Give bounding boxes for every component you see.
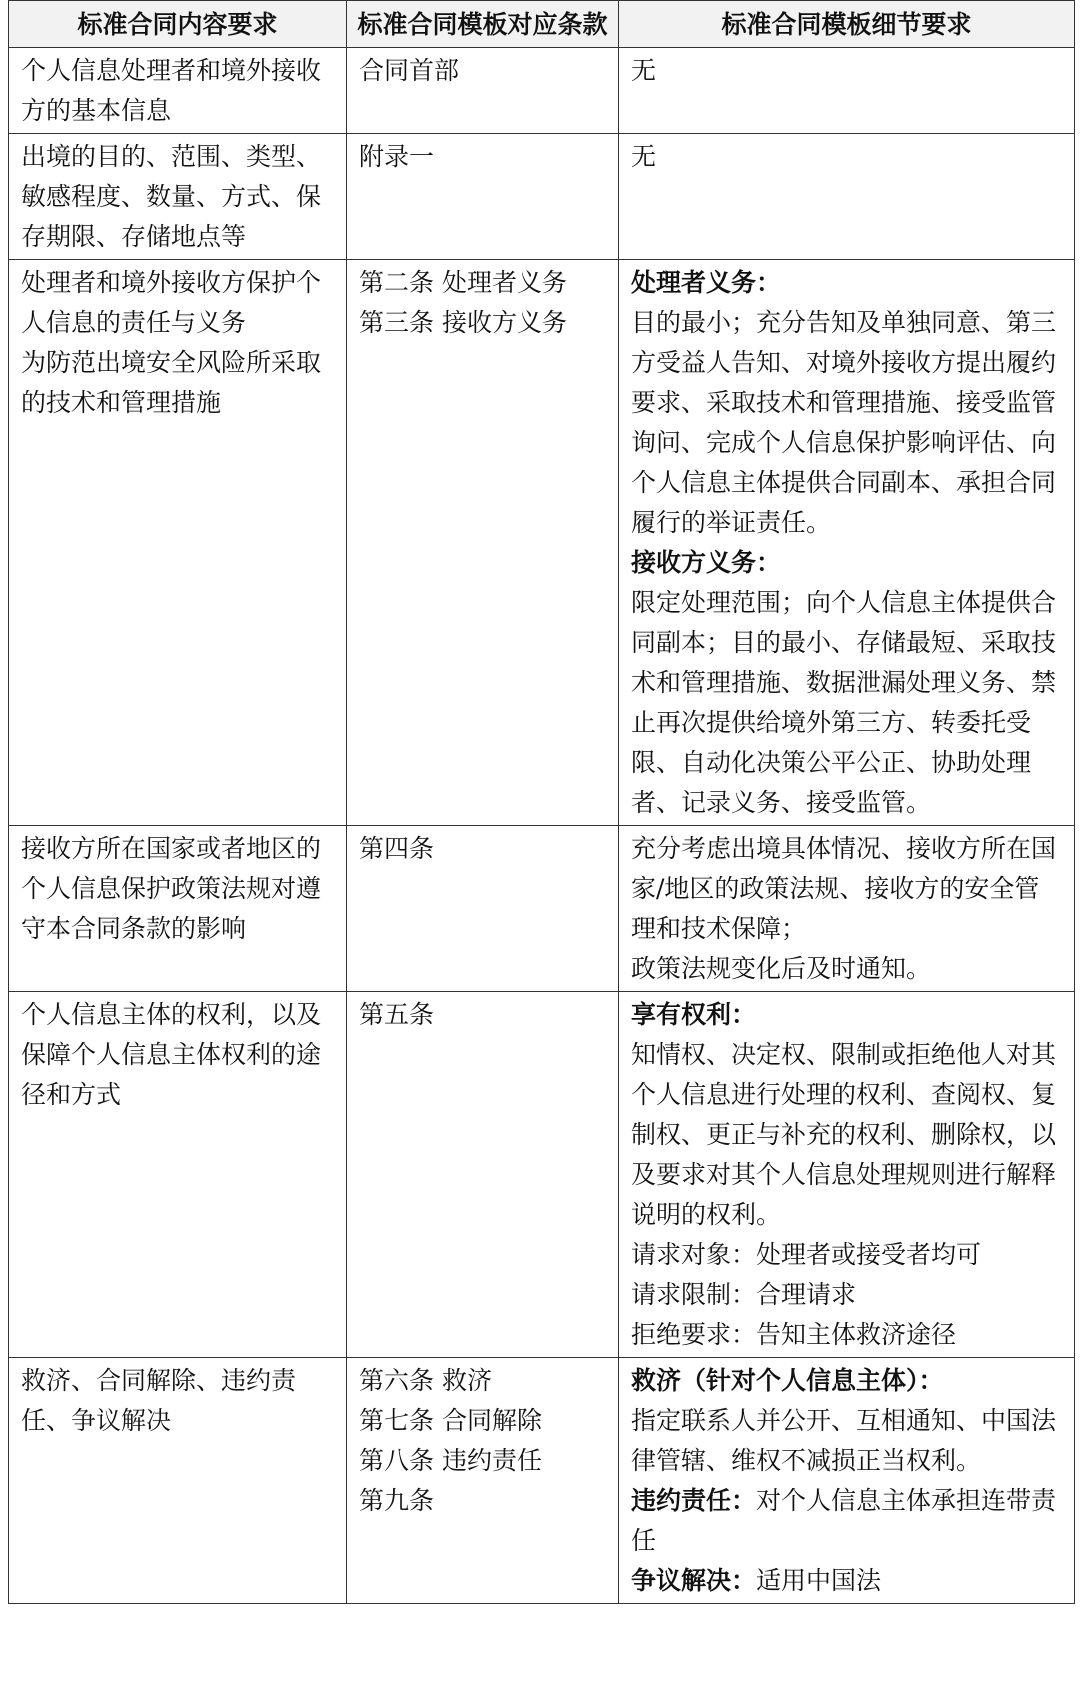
clause-line: 第七条 合同解除	[359, 1406, 542, 1435]
clause-line: 第八条 违约责任	[359, 1446, 542, 1475]
cell-template-clause	[347, 260, 619, 826]
cell-template-clause	[347, 826, 619, 992]
detail-paragraph	[631, 829, 1064, 949]
requirement-text: 接收方所在国家或者地区的个人信息保护政策法规对遵守本合同条款的影响	[21, 834, 322, 943]
detail-text: 指定联系人并公开、互相通知、中国法律管辖、维权不减损正当权利。	[631, 1406, 1057, 1475]
detail-text: 知情权、决定权、限制或拒绝他人对其个人信息进行处理的权利、查阅权、复制权、更正与补充的权利、删除权，以及要求对其个人信息处理规则进行解释说明的权利。	[631, 1040, 1057, 1229]
detail-text: 目的最小；充分告知及单独同意、第三方受益人告知、对境外接收方提出履约要求、采取技术和管理措施、接受监管询问、完成个人信息保护影响评估、向个人信息主体提供合同副本、承担合同履行的举证责任。	[631, 308, 1057, 537]
clause-line: 合同首部	[359, 56, 460, 85]
detail-text: 政策法规变化后及时通知。	[631, 954, 932, 983]
cell-template-detail	[619, 992, 1075, 1358]
detail-heading: 享有权利：	[631, 1000, 757, 1029]
header-content-requirements: 标准合同内容要求	[9, 1, 347, 48]
header-template-clauses: 标准合同模板对应条款	[347, 1, 619, 48]
detail-paragraph	[631, 995, 1064, 1035]
requirement-line: 为防范出境安全风险所采取的技术和管理措施	[21, 348, 322, 417]
header-row	[9, 1, 1075, 48]
table-row	[9, 1358, 1075, 1604]
requirement-text: 出境的目的、范围、类型、敏感程度、数量、方式、保存期限、存储地点等	[21, 142, 322, 251]
clause-line: 附录一	[359, 142, 435, 171]
detail-text: 对个人信息主体承担连带责任	[631, 1486, 1057, 1555]
cell-template-detail	[619, 826, 1075, 992]
cell-content-requirement	[9, 1358, 347, 1604]
requirement-text: 救济、合同解除、违约责任、争议解决	[21, 1366, 297, 1435]
table-row	[9, 260, 1075, 826]
detail-text: 无	[631, 56, 657, 85]
detail-text: 请求对象：处理者或接受者均可	[631, 1240, 982, 1269]
requirement-line: 处理者和境外接收方保护个人信息的责任与义务	[21, 268, 322, 337]
detail-text: 适用中国法	[756, 1566, 882, 1595]
clause-line: 第九条	[359, 1486, 435, 1515]
table-row	[9, 48, 1075, 134]
detail-text: 限定处理范围；向个人信息主体提供合同副本；目的最小、存储最短、采取技术和管理措施、数据泄漏处理义务、禁止再次提供给境外第三方、转委托受限、自动化决策公平公正、协助处理者、记录义务、接受监管。	[631, 588, 1057, 817]
detail-paragraph	[631, 303, 1064, 543]
cell-template-detail	[619, 1358, 1075, 1604]
cell-content-requirement	[9, 48, 347, 134]
detail-paragraph	[631, 949, 1064, 989]
detail-paragraph	[631, 543, 1064, 583]
detail-heading: 接收方义务：	[631, 548, 782, 577]
cell-content-requirement	[9, 134, 347, 260]
cell-template-detail	[619, 260, 1075, 826]
cell-template-detail	[619, 48, 1075, 134]
detail-paragraph	[631, 583, 1064, 823]
detail-paragraph	[631, 137, 1064, 177]
cell-template-detail	[619, 134, 1075, 260]
detail-paragraph	[631, 1561, 1064, 1601]
detail-text: 请求限制：合理请求	[631, 1280, 857, 1309]
detail-paragraph	[631, 1235, 1064, 1275]
cell-content-requirement	[9, 260, 347, 826]
clause-line: 第五条	[359, 1000, 435, 1029]
detail-paragraph	[631, 1481, 1064, 1561]
detail-paragraph	[631, 1361, 1064, 1401]
detail-paragraph	[631, 1275, 1064, 1315]
table-header	[9, 1, 1075, 48]
header-template-details: 标准合同模板细节要求	[619, 1, 1075, 48]
requirement-text: 个人信息处理者和境外接收方的基本信息	[21, 56, 322, 125]
clause-line: 第三条 接收方义务	[359, 308, 567, 337]
detail-heading: 违约责任：	[631, 1486, 757, 1515]
cell-template-clause	[347, 992, 619, 1358]
detail-paragraph	[631, 1035, 1064, 1235]
cell-template-clause	[347, 1358, 619, 1604]
contract-requirements-table	[8, 0, 1075, 1604]
detail-heading: 争议解决：	[631, 1566, 757, 1595]
cell-content-requirement	[9, 826, 347, 992]
clause-line: 第二条 处理者义务	[359, 268, 567, 297]
cell-template-clause	[347, 48, 619, 134]
table-row	[9, 992, 1075, 1358]
cell-content-requirement	[9, 992, 347, 1358]
clause-line: 第四条	[359, 834, 435, 863]
clause-line: 第六条 救济	[359, 1366, 492, 1395]
detail-paragraph	[631, 1401, 1064, 1481]
table-row	[9, 134, 1075, 260]
cell-template-clause	[347, 134, 619, 260]
detail-paragraph	[631, 1315, 1064, 1355]
table-row	[9, 826, 1075, 992]
table-body	[9, 48, 1075, 1604]
detail-heading: 处理者义务：	[631, 268, 782, 297]
detail-paragraph	[631, 263, 1064, 303]
requirement-text: 个人信息主体的权利，以及保障个人信息主体权利的途径和方式	[21, 1000, 322, 1109]
detail-heading: 救济（针对个人信息主体）：	[631, 1366, 944, 1395]
detail-paragraph	[631, 51, 1064, 91]
detail-text: 拒绝要求：告知主体救济途径	[631, 1320, 957, 1349]
detail-text: 充分考虑出境具体情况、接收方所在国家/地区的政策法规、接收方的安全管理和技术保障；	[631, 834, 1057, 943]
detail-text: 无	[631, 142, 657, 171]
